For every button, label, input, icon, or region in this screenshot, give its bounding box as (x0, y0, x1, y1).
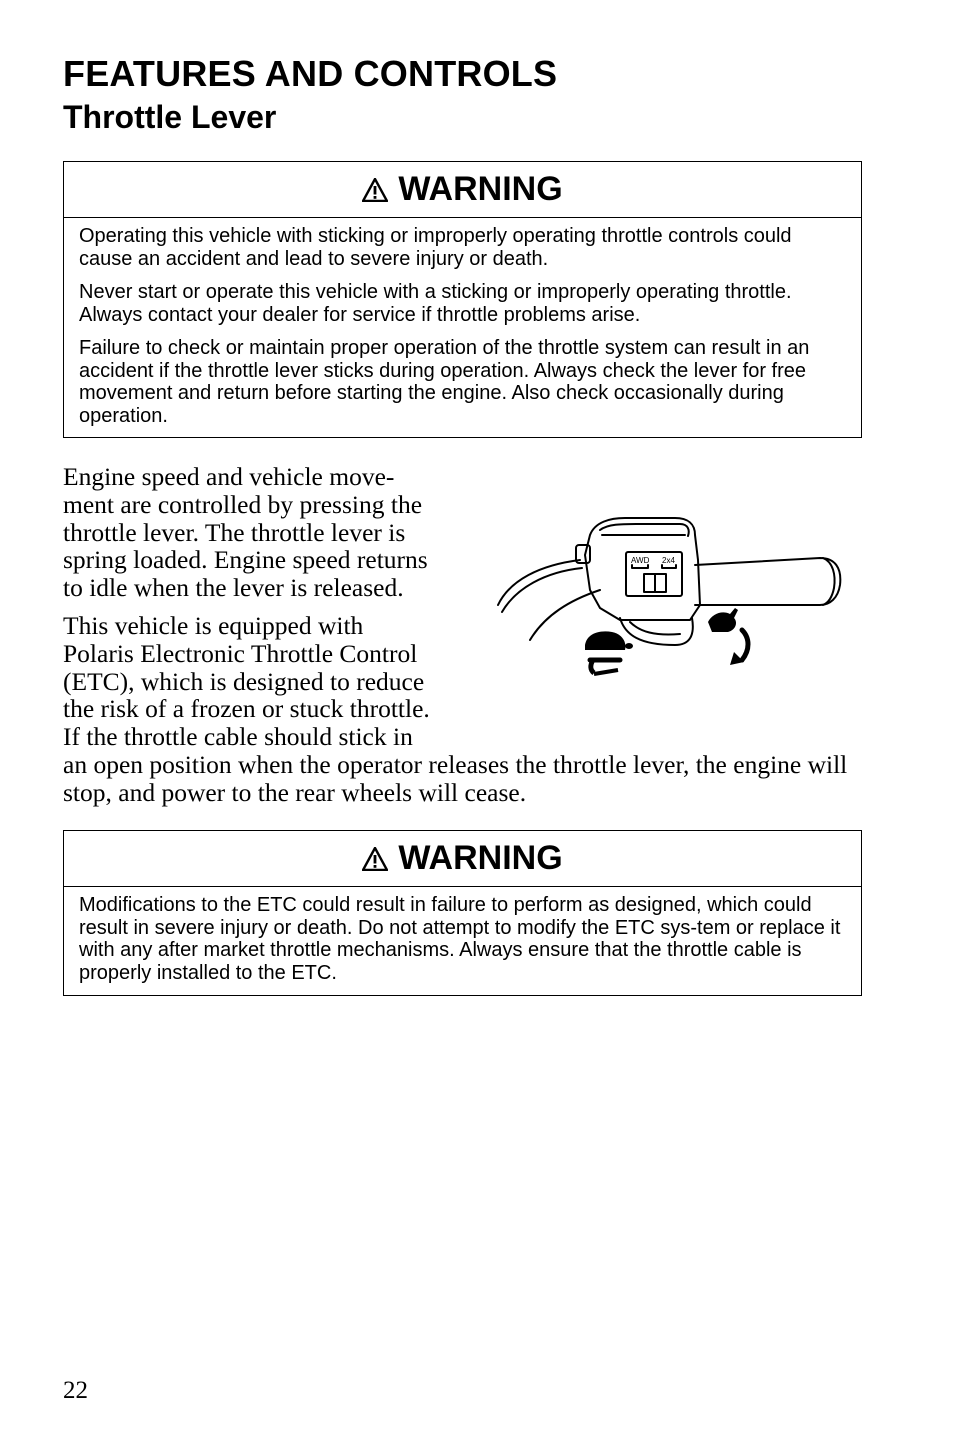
warning-body (64, 887, 861, 994)
text-line: Engine speed and vehicle move- (63, 462, 395, 491)
throttle-lever-drawing (490, 510, 850, 685)
warning-paragraph: Modifications to the ETC could result in failure to perform as designed, which could result in severe injury or death. Do not attempt to modify the ETC sys-tem or replace it with any after market throttle mechanisms. Always ensure that the throttle cable is properly installed to the ETC. (79, 894, 841, 984)
text-line: to idle when the lever is released. (63, 573, 404, 603)
warning-paragraph: Never start or operate this vehicle with a sticking or improperly operating throttle. Always contact your dealer for service if throttle problems arise. (79, 281, 792, 326)
section-title: FEATURES AND CONTROLS (63, 53, 558, 94)
warning-paragraph: Operating this vehicle with sticking or improperly operating throttle controls could cause an accident and lead to severe injury or death. (79, 225, 792, 270)
warning-title: WARNING (398, 170, 563, 208)
warning-box-1 (63, 161, 862, 438)
body-paragraph-2 (63, 612, 430, 751)
warning-title: WARNING (398, 839, 563, 877)
warning-body (64, 218, 861, 437)
warning-box-2 (63, 830, 862, 996)
switch-label-2x4: 2x4 (662, 556, 675, 565)
throttle-lever-illustration (490, 510, 850, 685)
body-paragraph-1 (63, 463, 428, 602)
body-paragraph-2-continued: an open position when the operator releases the throttle lever, the engine will stop, and power to the rear wheels will cease. (63, 750, 848, 807)
page-number: 22 (63, 1377, 88, 1404)
text-line: (ETC), which is designed to reduce (63, 666, 425, 696)
switch-label-awd: AWD (631, 556, 650, 565)
warning-paragraph: Failure to check or maintain proper operation of the throttle system can result in an accident if the throttle lever sticks during operation. Always check the lever for free movement and return before starting the engine. Also check occasionally during operation. (79, 337, 810, 427)
text-line: ment are controlled by pressing the (63, 489, 423, 519)
rabbit-icon (708, 608, 748, 665)
turtle-icon (585, 631, 633, 674)
text-line: If the throttle cable should stick in (63, 722, 413, 752)
text-line: Polaris Electronic Throttle Control (63, 638, 418, 668)
subsection-title: Throttle Lever (63, 99, 277, 135)
text-line: the risk of a frozen or stuck throttle. (63, 694, 430, 724)
text-line: This vehicle is equipped with (63, 611, 364, 640)
warning-header (64, 831, 861, 887)
warning-triangle-icon (362, 847, 388, 871)
text-line: spring loaded. Engine speed returns (63, 545, 428, 575)
warning-header (64, 162, 861, 218)
text-line: throttle lever. The throttle lever is (63, 517, 406, 547)
warning-triangle-icon (362, 178, 388, 202)
